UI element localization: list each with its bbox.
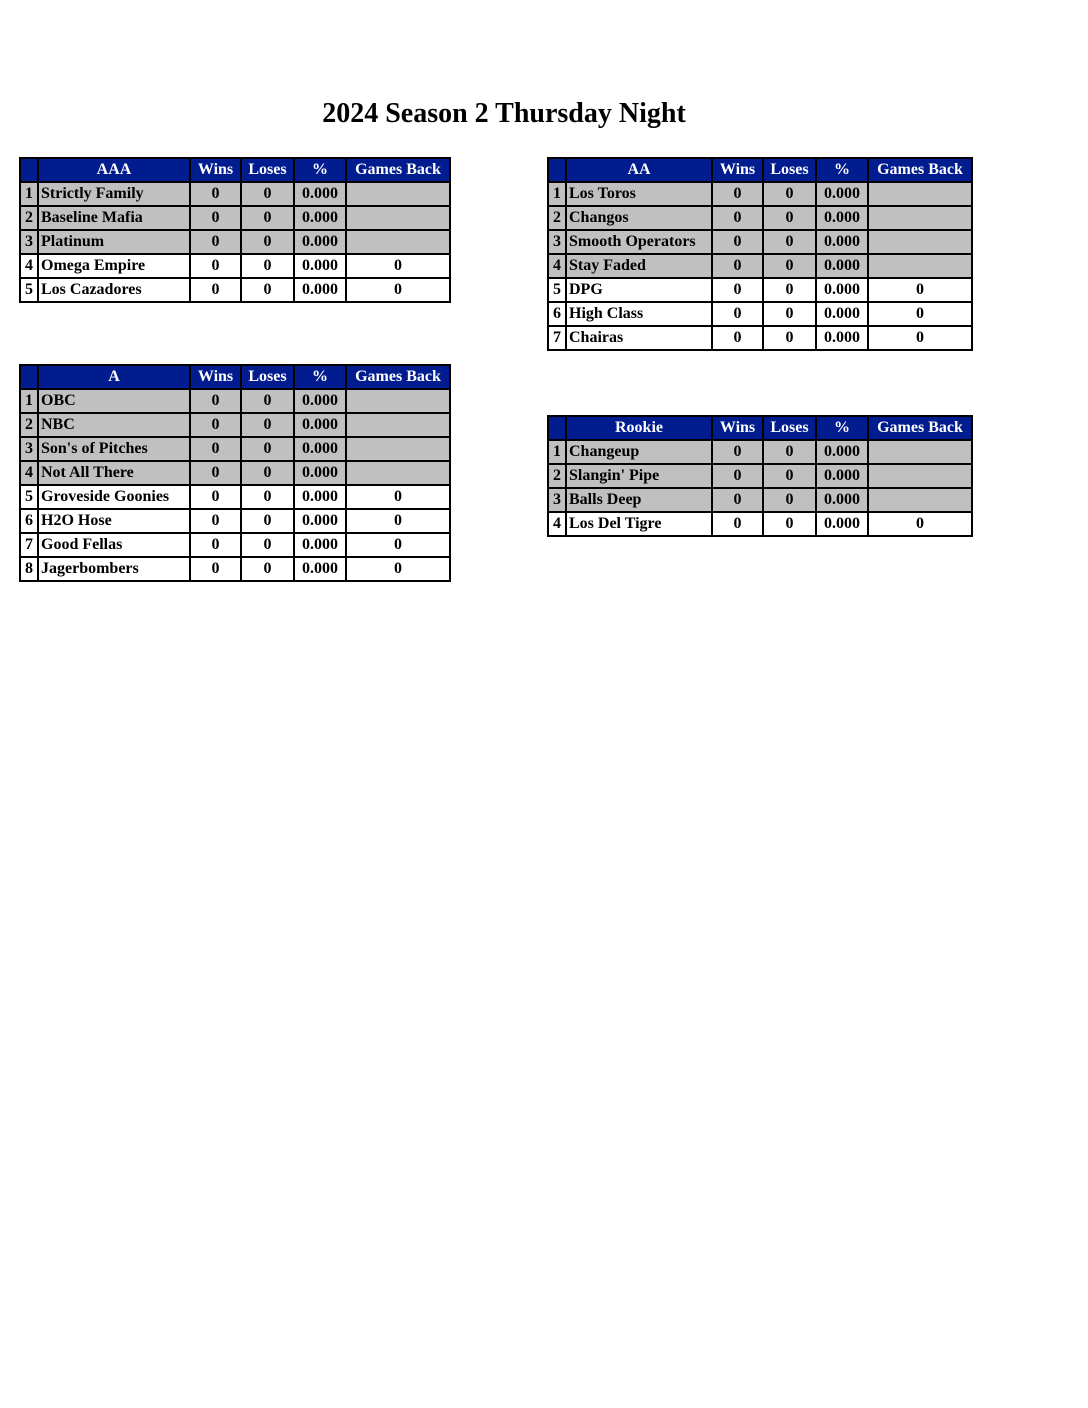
- games-back-cell: [868, 440, 972, 464]
- pct-cell: 0.000: [816, 488, 868, 512]
- pct-cell: 0.000: [816, 512, 868, 536]
- rank-cell: 5: [548, 278, 566, 302]
- games-back-cell: [868, 206, 972, 230]
- rank-cell: 1: [20, 389, 38, 413]
- pct-cell: 0.000: [294, 461, 346, 485]
- games-back-cell: 0: [346, 557, 450, 581]
- standings-table-rookie: [547, 415, 973, 537]
- wins-cell: 0: [190, 254, 241, 278]
- team-name-cell: Chairas: [566, 326, 712, 350]
- table-row: [548, 254, 972, 278]
- team-name-cell: High Class: [566, 302, 712, 326]
- loses-header: Loses: [763, 158, 816, 182]
- team-name-cell: Jagerbombers: [38, 557, 190, 581]
- wins-header: Wins: [190, 365, 241, 389]
- rank-cell: 2: [20, 413, 38, 437]
- rank-cell: 5: [20, 485, 38, 509]
- table-row: [20, 389, 450, 413]
- team-name-cell: NBC: [38, 413, 190, 437]
- rank-header: [548, 158, 566, 182]
- pct-header: %: [816, 416, 868, 440]
- table-header-row: [548, 416, 972, 440]
- rank-cell: 4: [548, 254, 566, 278]
- games-back-cell: [868, 464, 972, 488]
- pct-cell: 0.000: [294, 230, 346, 254]
- team-name-cell: H2O Hose: [38, 509, 190, 533]
- team-name-cell: Groveside Goonies: [38, 485, 190, 509]
- loses-cell: 0: [763, 254, 816, 278]
- games-back-cell: 0: [346, 278, 450, 302]
- games-back-cell: 0: [346, 533, 450, 557]
- loses-cell: 0: [241, 533, 294, 557]
- loses-cell: 0: [241, 509, 294, 533]
- loses-cell: 0: [241, 230, 294, 254]
- wins-cell: 0: [712, 182, 763, 206]
- standings-table-aa: [547, 157, 973, 351]
- rank-cell: 4: [548, 512, 566, 536]
- loses-cell: 0: [763, 464, 816, 488]
- division-header: A: [38, 365, 190, 389]
- games-back-header: Games Back: [346, 365, 450, 389]
- wins-cell: 0: [190, 389, 241, 413]
- division-header: AAA: [38, 158, 190, 182]
- team-name-cell: Los Cazadores: [38, 278, 190, 302]
- wins-cell: 0: [712, 206, 763, 230]
- team-name-cell: Los Del Tigre: [566, 512, 712, 536]
- table-row: [20, 557, 450, 581]
- loses-cell: 0: [241, 413, 294, 437]
- team-name-cell: Baseline Mafia: [38, 206, 190, 230]
- rank-header: [548, 416, 566, 440]
- wins-cell: 0: [712, 278, 763, 302]
- table-row: [548, 206, 972, 230]
- pct-header: %: [294, 158, 346, 182]
- games-back-cell: 0: [868, 326, 972, 350]
- pct-cell: 0.000: [816, 440, 868, 464]
- wins-cell: 0: [190, 557, 241, 581]
- wins-cell: 0: [190, 485, 241, 509]
- table-row: [548, 512, 972, 536]
- loses-cell: 0: [241, 254, 294, 278]
- loses-cell: 0: [241, 278, 294, 302]
- pct-cell: 0.000: [294, 206, 346, 230]
- loses-header: Loses: [241, 158, 294, 182]
- wins-cell: 0: [712, 254, 763, 278]
- rank-cell: 6: [20, 509, 38, 533]
- games-back-cell: [346, 230, 450, 254]
- team-name-cell: OBC: [38, 389, 190, 413]
- wins-cell: 0: [712, 512, 763, 536]
- table-row: [548, 440, 972, 464]
- wins-cell: 0: [712, 464, 763, 488]
- wins-cell: 0: [190, 182, 241, 206]
- rank-cell: 5: [20, 278, 38, 302]
- division-header: AA: [566, 158, 712, 182]
- table-row: [20, 461, 450, 485]
- loses-header: Loses: [763, 416, 816, 440]
- table-row: [548, 464, 972, 488]
- wins-cell: 0: [190, 230, 241, 254]
- loses-cell: 0: [763, 488, 816, 512]
- pct-cell: 0.000: [816, 230, 868, 254]
- pct-cell: 0.000: [294, 254, 346, 278]
- pct-cell: 0.000: [816, 278, 868, 302]
- games-back-header: Games Back: [346, 158, 450, 182]
- table-row: [548, 488, 972, 512]
- pct-cell: 0.000: [294, 485, 346, 509]
- rank-cell: 4: [20, 461, 38, 485]
- table-header-row: [20, 158, 450, 182]
- table-row: [548, 302, 972, 326]
- wins-cell: 0: [190, 278, 241, 302]
- wins-header: Wins: [190, 158, 241, 182]
- rank-cell: 1: [548, 440, 566, 464]
- rank-cell: 2: [548, 206, 566, 230]
- games-back-header: Games Back: [868, 158, 972, 182]
- loses-cell: 0: [763, 182, 816, 206]
- pct-cell: 0.000: [294, 557, 346, 581]
- rank-cell: 7: [548, 326, 566, 350]
- loses-cell: 0: [241, 182, 294, 206]
- pct-cell: 0.000: [294, 182, 346, 206]
- rank-cell: 2: [548, 464, 566, 488]
- wins-cell: 0: [712, 440, 763, 464]
- team-name-cell: Stay Faded: [566, 254, 712, 278]
- team-name-cell: Changeup: [566, 440, 712, 464]
- pct-cell: 0.000: [816, 182, 868, 206]
- pct-header: %: [294, 365, 346, 389]
- loses-cell: 0: [763, 206, 816, 230]
- table-row: [20, 254, 450, 278]
- rank-cell: 3: [548, 230, 566, 254]
- table-row: [20, 413, 450, 437]
- rank-cell: 1: [548, 182, 566, 206]
- games-back-cell: [868, 254, 972, 278]
- rank-cell: 3: [20, 230, 38, 254]
- games-back-cell: [868, 488, 972, 512]
- team-name-cell: Changos: [566, 206, 712, 230]
- wins-cell: 0: [190, 509, 241, 533]
- standings-table-a: [19, 364, 451, 582]
- pct-cell: 0.000: [294, 413, 346, 437]
- pct-cell: 0.000: [816, 302, 868, 326]
- table-row: [20, 533, 450, 557]
- wins-header: Wins: [712, 158, 763, 182]
- rank-cell: 3: [20, 437, 38, 461]
- games-back-cell: 0: [346, 254, 450, 278]
- wins-cell: 0: [712, 230, 763, 254]
- rank-cell: 8: [20, 557, 38, 581]
- rank-cell: 7: [20, 533, 38, 557]
- loses-cell: 0: [241, 461, 294, 485]
- games-back-cell: 0: [868, 302, 972, 326]
- pct-cell: 0.000: [816, 464, 868, 488]
- pct-header: %: [816, 158, 868, 182]
- team-name-cell: Not All There: [38, 461, 190, 485]
- pct-cell: 0.000: [294, 437, 346, 461]
- wins-cell: 0: [190, 533, 241, 557]
- wins-cell: 0: [190, 437, 241, 461]
- table-row: [548, 278, 972, 302]
- loses-cell: 0: [763, 440, 816, 464]
- wins-cell: 0: [190, 461, 241, 485]
- team-name-cell: DPG: [566, 278, 712, 302]
- wins-header: Wins: [712, 416, 763, 440]
- rank-header: [20, 158, 38, 182]
- wins-cell: 0: [712, 302, 763, 326]
- team-name-cell: Omega Empire: [38, 254, 190, 278]
- page-title: 2024 Season 2 Thursday Night: [322, 98, 686, 129]
- games-back-cell: 0: [346, 509, 450, 533]
- table-header-row: [548, 158, 972, 182]
- team-name-cell: Smooth Operators: [566, 230, 712, 254]
- games-back-cell: [346, 437, 450, 461]
- pct-cell: 0.000: [294, 278, 346, 302]
- wins-cell: 0: [712, 488, 763, 512]
- rank-cell: 1: [20, 182, 38, 206]
- games-back-cell: [346, 461, 450, 485]
- games-back-cell: 0: [868, 512, 972, 536]
- rank-cell: 6: [548, 302, 566, 326]
- loses-cell: 0: [241, 437, 294, 461]
- games-back-cell: 0: [346, 485, 450, 509]
- table-row: [548, 230, 972, 254]
- loses-cell: 0: [241, 206, 294, 230]
- games-back-cell: [868, 230, 972, 254]
- table-row: [20, 437, 450, 461]
- rank-cell: 2: [20, 206, 38, 230]
- division-header: Rookie: [566, 416, 712, 440]
- table-row: [548, 182, 972, 206]
- pct-cell: 0.000: [294, 509, 346, 533]
- table-row: [20, 206, 450, 230]
- loses-cell: 0: [763, 512, 816, 536]
- games-back-cell: 0: [868, 278, 972, 302]
- table-header-row: [20, 365, 450, 389]
- team-name-cell: Los Toros: [566, 182, 712, 206]
- games-back-cell: [346, 206, 450, 230]
- rank-header: [20, 365, 38, 389]
- wins-cell: 0: [190, 413, 241, 437]
- rank-cell: 3: [548, 488, 566, 512]
- table-row: [20, 485, 450, 509]
- games-back-header: Games Back: [868, 416, 972, 440]
- games-back-cell: [346, 182, 450, 206]
- wins-cell: 0: [712, 326, 763, 350]
- games-back-cell: [346, 389, 450, 413]
- table-row: [20, 278, 450, 302]
- team-name-cell: Strictly Family: [38, 182, 190, 206]
- loses-cell: 0: [241, 389, 294, 413]
- table-row: [20, 182, 450, 206]
- pct-cell: 0.000: [294, 389, 346, 413]
- loses-cell: 0: [241, 485, 294, 509]
- table-row: [20, 509, 450, 533]
- loses-cell: 0: [763, 278, 816, 302]
- team-name-cell: Balls Deep: [566, 488, 712, 512]
- loses-cell: 0: [241, 557, 294, 581]
- table-row: [548, 326, 972, 350]
- loses-cell: 0: [763, 230, 816, 254]
- loses-cell: 0: [763, 326, 816, 350]
- wins-cell: 0: [190, 206, 241, 230]
- games-back-cell: [346, 413, 450, 437]
- pct-cell: 0.000: [816, 254, 868, 278]
- team-name-cell: Platinum: [38, 230, 190, 254]
- pct-cell: 0.000: [816, 326, 868, 350]
- table-row: [20, 230, 450, 254]
- team-name-cell: Slangin' Pipe: [566, 464, 712, 488]
- pct-cell: 0.000: [294, 533, 346, 557]
- pct-cell: 0.000: [816, 206, 868, 230]
- rank-cell: 4: [20, 254, 38, 278]
- loses-cell: 0: [763, 302, 816, 326]
- standings-table-aaa: [19, 157, 451, 303]
- team-name-cell: Good Fellas: [38, 533, 190, 557]
- loses-header: Loses: [241, 365, 294, 389]
- team-name-cell: Son's of Pitches: [38, 437, 190, 461]
- games-back-cell: [868, 182, 972, 206]
